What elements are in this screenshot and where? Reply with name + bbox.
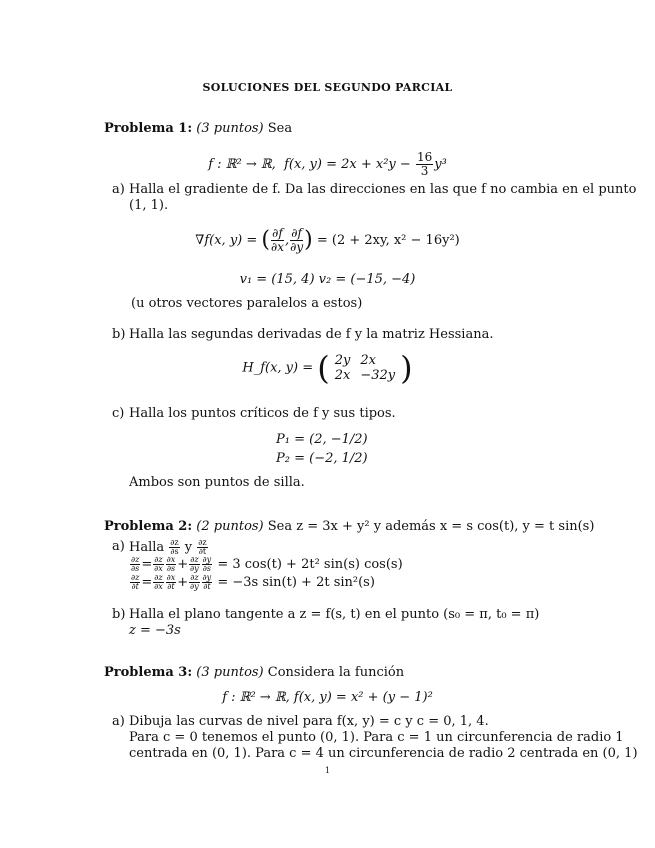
chain-frac — [202, 556, 213, 573]
dt: ∂t — [131, 582, 139, 591]
dy: ∂y — [190, 582, 199, 591]
problem-1-function — [0, 151, 655, 178]
problem-3-heading — [104, 665, 404, 681]
dt: ∂t — [167, 582, 175, 591]
dz: ∂z — [131, 573, 140, 582]
dz: ∂z — [198, 538, 207, 547]
dz-ds-frac — [169, 539, 179, 556]
chain-dt-result: = −3s sin(t) + 2t sin²(s) — [217, 575, 375, 590]
gradient-open-paren: ( — [261, 227, 270, 253]
direction-vectors: v₁ = (15, 4) v₂ = (−15, −4) — [239, 272, 416, 287]
item-1c-text: Halla los puntos críticos de f y sus tipos. — [129, 406, 396, 421]
item-3a-text-line3: centrada en (0, 1). Para c = 4 un circunferencia de radio 2 centrada en (0, 1) — [129, 746, 638, 761]
func-map: f : ℝ² → ℝ, — [208, 157, 276, 172]
chain-rule-dt — [129, 574, 375, 591]
problem-2-points: (2 puntos) — [196, 519, 264, 534]
hessian-formula — [0, 350, 655, 387]
chain-frac — [130, 556, 140, 573]
chain-frac — [153, 556, 163, 573]
ds: ∂s — [166, 564, 176, 573]
ds: ∂s — [202, 564, 211, 573]
dx: ∂x — [154, 582, 163, 591]
item-3a-text-line2: Para c = 0 tenemos el punto (0, 1). Para c = 1 un circunferencia de radio 1 — [129, 730, 624, 745]
equals: = — [141, 575, 153, 590]
dy: ∂y — [202, 555, 212, 564]
item-2a-text — [129, 539, 209, 556]
chain-rule-ds — [129, 556, 403, 573]
item-1c-note: Ambos son puntos de silla. — [129, 475, 305, 490]
item-2b-label: b) — [112, 607, 126, 622]
dz: ∂z — [154, 555, 163, 564]
partial-f-num-2: ∂f — [291, 226, 302, 240]
dy: ∂y — [202, 573, 212, 582]
item-2a-label: a) — [112, 539, 125, 554]
chain-frac — [153, 574, 163, 591]
ds: ∂s — [131, 564, 140, 573]
problem-3-function: f : ℝ² → ℝ, f(x, y) = x² + (y − 1)² — [222, 690, 433, 705]
partial-y-den: ∂y — [290, 240, 304, 254]
problem-1-points: (3 puntos) — [196, 121, 264, 136]
dt: ∂t — [203, 582, 211, 591]
problem-3-points: (3 puntos) — [196, 665, 264, 680]
chain-frac — [202, 574, 213, 591]
func-frac-den: 3 — [420, 164, 429, 178]
item-2b-text: Halla el plano tangente a z = f(s, t) en el punto (s₀ = π, t₀ = π) — [129, 607, 540, 622]
hessian-cell: 2x — [334, 368, 351, 383]
dz: ∂z — [170, 538, 179, 547]
chain-frac — [189, 556, 199, 573]
page-title: SOLUCIONES DEL SEGUNDO PARCIAL — [202, 81, 453, 94]
dz: ∂z — [131, 555, 140, 564]
hessian-cell: 2x — [360, 353, 376, 368]
item-1b-label: b) — [112, 327, 126, 342]
gradient-close-paren: ) — [304, 227, 313, 253]
chain-frac — [166, 556, 177, 573]
dy: ∂y — [190, 564, 199, 573]
chain-frac — [189, 574, 199, 591]
problem-2-heading — [104, 519, 594, 535]
dz: ∂z — [190, 573, 199, 582]
func-fraction — [416, 151, 433, 178]
gradient-lhs: ∇f(x, y) = — [195, 233, 258, 248]
item-3a-text-line1: Dibuja las curvas de nivel para f(x, y) = c y c = 0, 1, 4. — [129, 714, 489, 729]
problem-1-intro: Sea — [267, 121, 293, 136]
problem-3-label: Problema 3: — [104, 665, 193, 680]
gradient-partial-y — [290, 227, 303, 254]
hessian-cell: −32y — [360, 368, 396, 383]
page-number: 1 — [324, 766, 331, 775]
dx: ∂x — [166, 573, 176, 582]
dz-dt-frac — [197, 539, 207, 556]
problem-3-intro: Considera la función — [267, 665, 405, 680]
dz: ∂z — [190, 555, 199, 564]
chain-frac — [166, 574, 177, 591]
dt: ∂t — [198, 547, 207, 556]
func-def-pre: f(x, y) = 2x + x²y − — [284, 157, 411, 172]
hessian-cell: 2y — [334, 353, 351, 368]
hessian-open-paren: ( — [317, 349, 330, 387]
critical-point-2: P₂ = (−2, 1/2) — [276, 451, 368, 466]
dx: ∂x — [154, 564, 163, 573]
func-def-post: y³ — [434, 157, 447, 172]
item-2b-result: z = −3s — [129, 623, 181, 638]
problem-1-heading — [104, 121, 292, 137]
gradient-rhs: = (2 + 2xy, x² − 16y²) — [316, 233, 460, 248]
item-1a-text-line2: (1, 1). — [129, 198, 169, 213]
gradient-formula: ∇f(x, y) = ( $\frac{\partial f}{\partial x}$ , $\frac{\partial f}{\partial y}$ ) = (2 + 2xy, x² − 16y²) — [195, 226, 460, 254]
hessian-lhs: H_f(x, y) = — [242, 360, 314, 376]
problem-2-label: Problema 2: — [104, 519, 193, 534]
item-1c-label: c) — [112, 406, 125, 421]
partial-f-num: ∂f — [272, 226, 283, 240]
hessian-close-paren: ) — [400, 349, 413, 387]
plus: + — [177, 557, 189, 572]
problem-2-intro: Sea z = 3x + y² y además x = s cos(t), y = t sin(s) — [267, 519, 595, 534]
critical-point-1: P₁ = (2, −1/2) — [276, 432, 368, 447]
plus: + — [177, 575, 189, 590]
item-1b-text: Halla las segundas derivadas de f y la matriz Hessiana. — [129, 327, 494, 342]
item-1a-label: a) — [112, 182, 125, 197]
partial-x-den: ∂x — [271, 240, 284, 254]
func-frac-num: 16 — [416, 150, 433, 164]
item-2a-halla: Halla — [129, 540, 165, 555]
gradient-partial-x — [271, 227, 284, 254]
dz: ∂z — [154, 573, 163, 582]
item-3a-label: a) — [112, 714, 125, 729]
item-1a-text-line1: Halla el gradiente de f. Da las direcciones en las que f no cambia en el punto — [129, 182, 637, 197]
ds: ∂s — [170, 547, 179, 556]
equals: = — [141, 557, 153, 572]
item-1a-note: (u otros vectores paralelos a estos) — [131, 296, 363, 311]
problem-1-label: Problema 1: — [104, 121, 193, 136]
dx: ∂x — [166, 555, 176, 564]
chain-frac — [130, 574, 140, 591]
hessian-matrix — [330, 353, 400, 383]
chain-ds-result: = 3 cos(t) + 2t² sin(s) cos(s) — [217, 557, 403, 572]
item-2a-and: y — [184, 540, 193, 555]
